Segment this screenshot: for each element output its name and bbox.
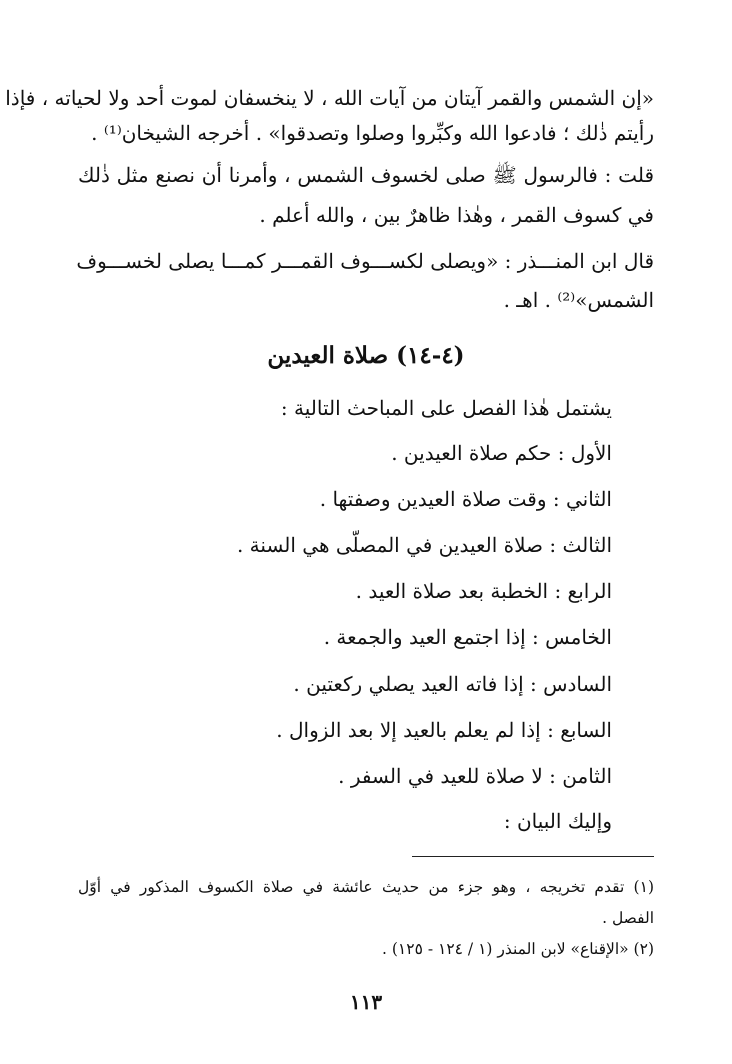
section-intro: يشتمل هٰذا الفصل على المباحث التالية : <box>280 396 612 420</box>
body-line-6: الشمس»⁽²⁾ . اهـ . <box>503 288 654 312</box>
section-outro: وإليك البيان : <box>503 809 612 833</box>
footnote-1-line-2: الفصل . <box>602 909 654 927</box>
list-item-1: الأول : حكم صلاة العيدين . <box>391 441 612 465</box>
list-item-8: الثامن : لا صلاة للعيد في السفر . <box>338 764 612 788</box>
list-item-4: الرابع : الخطبة بعد صلاة العيد . <box>355 579 612 603</box>
list-item-3: الثالث : صلاة العيدين في المصلّى هي السنة . <box>236 533 612 557</box>
body-line-4: في كسوف القمر ، وهٰذا ظاهرٌ بين ، والله أعلم . <box>259 203 654 227</box>
list-item-6: السادس : إذا فاته العيد يصلي ركعتين . <box>293 672 612 696</box>
body-line-5: قال ابن المنـــذر : «ويصلى لكســـوف القمـــر كمـــا يصلى لخســـوف <box>76 249 654 273</box>
footnote-1-line-1: (١) تقدم تخريجه ، وهو جزء من حديث عائشة في صلاة الكسوف المذكور في أوّل <box>78 878 654 896</box>
body-line-3: قلت : فالرسول ﷺ صلى لخسوف الشمس ، وأمرنا أن نصنع مثل ذٰلك <box>78 163 654 187</box>
section-heading: (٤-١٤) صلاة العيدين <box>267 342 465 369</box>
page-number: ١١٣ <box>349 990 383 1014</box>
footnote-separator <box>412 856 654 857</box>
footnote-2: (٢) «الإقناع» لابن المنذر (١ / ١٢٤ - ١٢٥) . <box>382 940 654 958</box>
body-line-2: رأيتم ذٰلك ؛ فادعوا الله وكبِّروا وصلوا وتصدقوا» . أخرجه الشيخان⁽¹⁾ . <box>91 121 654 145</box>
body-line-1: «إن الشمس والقمر آيتان من آيات الله ، لا ينخسفان لموت أحد ولا لحياته ، فإذا <box>5 86 654 110</box>
list-item-7: السابع : إذا لم يعلم بالعيد إلا بعد الزوال . <box>276 718 612 742</box>
list-item-5: الخامس : إذا اجتمع العيد والجمعة . <box>323 625 612 649</box>
list-item-2: الثاني : وقت صلاة العيدين وصفتها . <box>319 487 612 511</box>
